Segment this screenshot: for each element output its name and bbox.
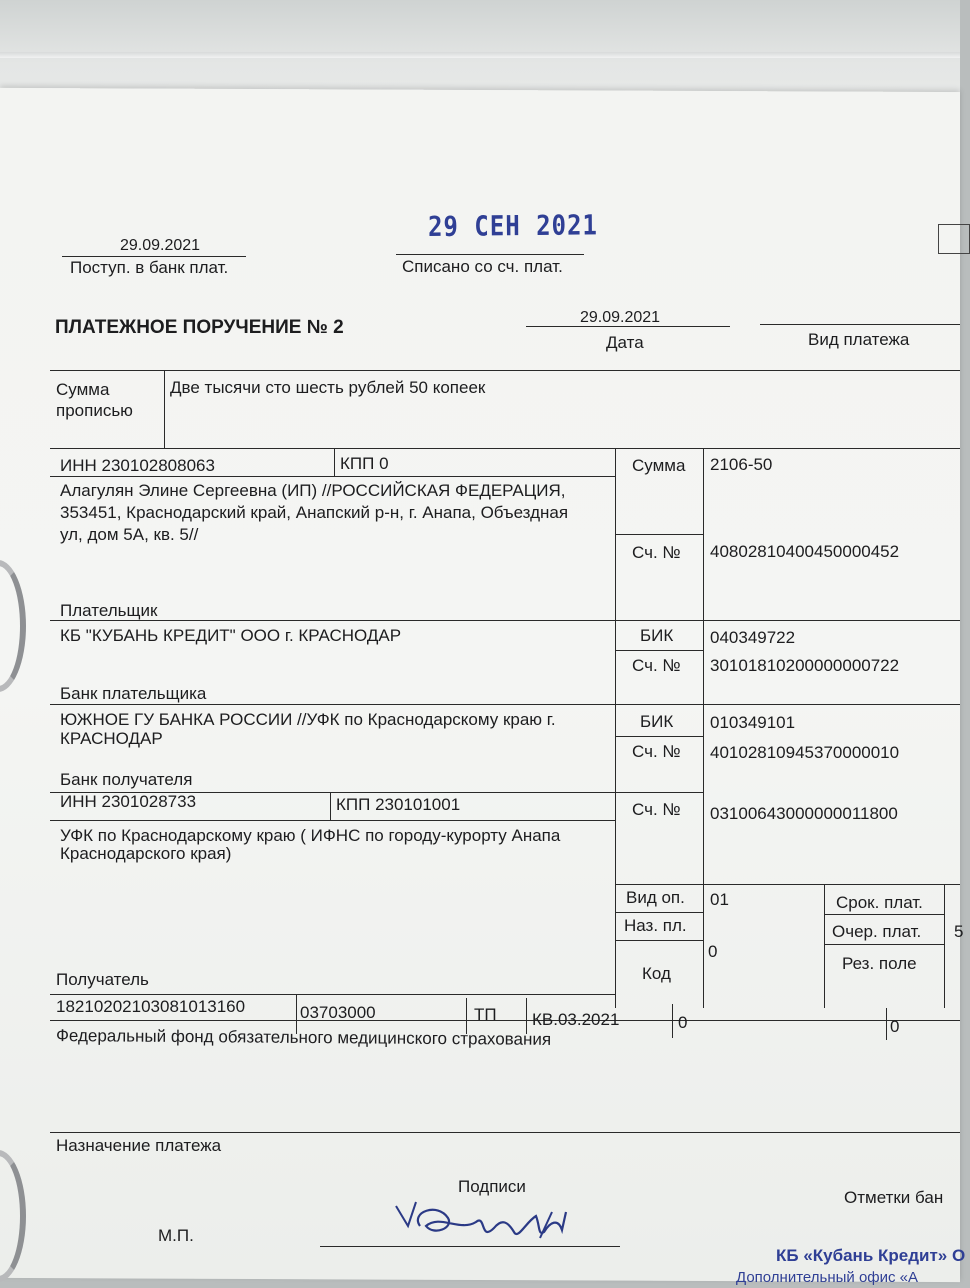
payee-bank-bik: 010349101 bbox=[710, 713, 796, 732]
received-date-line bbox=[62, 256, 246, 257]
amount-words-value: Две тысячи сто шесть рублей 50 копеек bbox=[170, 378, 486, 397]
rule bbox=[50, 1132, 960, 1133]
rule bbox=[50, 476, 615, 477]
payee-bank-account: 40102810945370000010 bbox=[710, 743, 900, 762]
period-value: КВ.03.2021 bbox=[532, 1010, 620, 1029]
op-type-label: Вид оп. bbox=[626, 888, 685, 907]
signatures-label: Подписи bbox=[458, 1177, 526, 1196]
payee-kpp: КПП 230101001 bbox=[336, 795, 461, 814]
rule bbox=[615, 534, 703, 535]
basis-value: ТП bbox=[474, 1005, 497, 1024]
payer-bank-account: 30101810200000000722 bbox=[710, 656, 900, 675]
payee-account: 03100643000000011800 bbox=[710, 804, 898, 823]
payer-account: 40802810400450000452 bbox=[710, 542, 900, 561]
rule bbox=[615, 884, 960, 885]
rule bbox=[615, 940, 703, 941]
code-label: Код bbox=[642, 964, 671, 983]
payer-name: Алагулян Элине Сергеевна (ИП) //РОССИЙСКАЯ ФЕДЕРАЦИЯ, bbox=[60, 481, 566, 500]
rule bbox=[615, 650, 703, 651]
payer-inn: ИНН 230102808063 bbox=[60, 456, 215, 475]
payer-bank-bik-label: БИК bbox=[640, 626, 674, 645]
date-line bbox=[526, 326, 730, 327]
rule bbox=[672, 1004, 673, 1038]
reserve-label: Рез. поле bbox=[842, 954, 917, 973]
rule bbox=[824, 944, 944, 945]
payer-bank-account-label: Сч. № bbox=[632, 656, 681, 675]
payer-kpp: КПП 0 bbox=[340, 454, 389, 473]
sum-label: Сумма bbox=[632, 456, 686, 475]
payer-account-label: Сч. № bbox=[632, 543, 681, 562]
order-value: 5 bbox=[954, 922, 964, 941]
rule bbox=[334, 448, 335, 476]
rule bbox=[330, 792, 331, 820]
rule bbox=[824, 914, 944, 915]
payee-bank-name: КРАСНОДАР bbox=[60, 729, 163, 748]
payer-label: Плательщик bbox=[60, 601, 158, 620]
payment-type-label: Вид платежа bbox=[808, 330, 910, 349]
payee-label: Получатель bbox=[56, 970, 149, 989]
payment-type-line bbox=[760, 324, 960, 325]
payer-bank-label: Банк плательщика bbox=[60, 684, 207, 703]
rule bbox=[50, 370, 960, 371]
payee-name: УФК по Краснодарскому краю ( ИФНС по городу-курорту Анапа bbox=[60, 826, 561, 845]
purpose-text: Федеральный фонд обязательного медицинского страхования bbox=[55, 1026, 552, 1049]
payee-bank-name: ЮЖНОЕ ГУ БАНКА РОССИИ //УФК по Краснодарскому краю г. bbox=[60, 710, 556, 729]
payer-bank-name: КБ "КУБАНЬ КРЕДИТ" ООО г. КРАСНОДАР bbox=[60, 626, 402, 645]
payee-bank-account-label: Сч. № bbox=[632, 742, 681, 761]
amount-words-label: Сумма bbox=[56, 380, 110, 399]
handwritten-signature bbox=[390, 1192, 590, 1256]
payee-inn: ИНН 2301028733 bbox=[60, 792, 197, 811]
rule bbox=[615, 448, 616, 1008]
rule bbox=[526, 998, 527, 1034]
payer-name: 353451, Краснодарский край, Анапский р-н, г. Анапа, Объездная bbox=[60, 503, 569, 522]
rule bbox=[50, 820, 615, 821]
rule bbox=[50, 994, 615, 995]
document-title: ПЛАТЕЖНОЕ ПОРУЧЕНИЕ № 2 bbox=[55, 317, 344, 338]
code-value: 0 bbox=[708, 942, 718, 961]
rule bbox=[824, 884, 825, 1008]
background-sheet-edge bbox=[0, 52, 960, 58]
debited-label: Списано со сч. плат. bbox=[402, 257, 563, 276]
rule bbox=[615, 736, 703, 737]
form-code-box bbox=[938, 224, 970, 254]
rule bbox=[615, 912, 703, 913]
term-label: Срок. плат. bbox=[836, 893, 923, 912]
payer-name: ул, дом 5А, кв. 5// bbox=[60, 525, 199, 544]
bank-stamp-text: Дополнительный офис «А bbox=[736, 1269, 919, 1286]
date-value: 29.09.2021 bbox=[580, 309, 661, 326]
kbk-value: 18210202103081013160 bbox=[56, 997, 246, 1016]
sum-value: 2106-50 bbox=[710, 455, 773, 474]
order-label: Очер. плат. bbox=[832, 922, 922, 941]
payer-bank-bik: 040349722 bbox=[710, 628, 796, 647]
purpose-label: Назначение платежа bbox=[56, 1136, 222, 1155]
seal-place-label: М.П. bbox=[158, 1226, 194, 1245]
op-type-value: 01 bbox=[710, 890, 729, 909]
rule bbox=[50, 1020, 960, 1021]
bank-marks-label: Отметки бан bbox=[844, 1188, 944, 1207]
rule bbox=[50, 704, 960, 705]
doc-number-value: 0 bbox=[678, 1013, 688, 1032]
payee-bank-bik-label: БИК bbox=[640, 712, 674, 731]
purpose-type-label: Наз. пл. bbox=[624, 916, 687, 935]
amount-words-label: прописью bbox=[56, 401, 133, 420]
debited-line bbox=[396, 254, 584, 255]
bank-stamp-text: КБ «Кубань Кредит» О bbox=[776, 1246, 966, 1265]
date-stamp: 29 СЕН 2021 bbox=[427, 209, 599, 243]
oktmo-value: 03703000 bbox=[300, 1003, 376, 1022]
received-date: 29.09.2021 bbox=[120, 237, 201, 254]
payee-name: Краснодарского края) bbox=[60, 844, 232, 863]
rule bbox=[50, 448, 960, 449]
doc-date-value: 0 bbox=[890, 1017, 900, 1036]
rule bbox=[615, 792, 703, 793]
date-label: Дата bbox=[606, 333, 644, 352]
rule bbox=[703, 448, 704, 1008]
rule bbox=[164, 370, 165, 448]
rule bbox=[886, 1008, 887, 1040]
received-label: Поступ. в банк плат. bbox=[70, 258, 229, 277]
payee-account-label: Сч. № bbox=[632, 800, 681, 819]
rule bbox=[944, 884, 945, 1008]
payee-bank-label: Банк получателя bbox=[60, 770, 193, 789]
rule bbox=[50, 620, 960, 621]
